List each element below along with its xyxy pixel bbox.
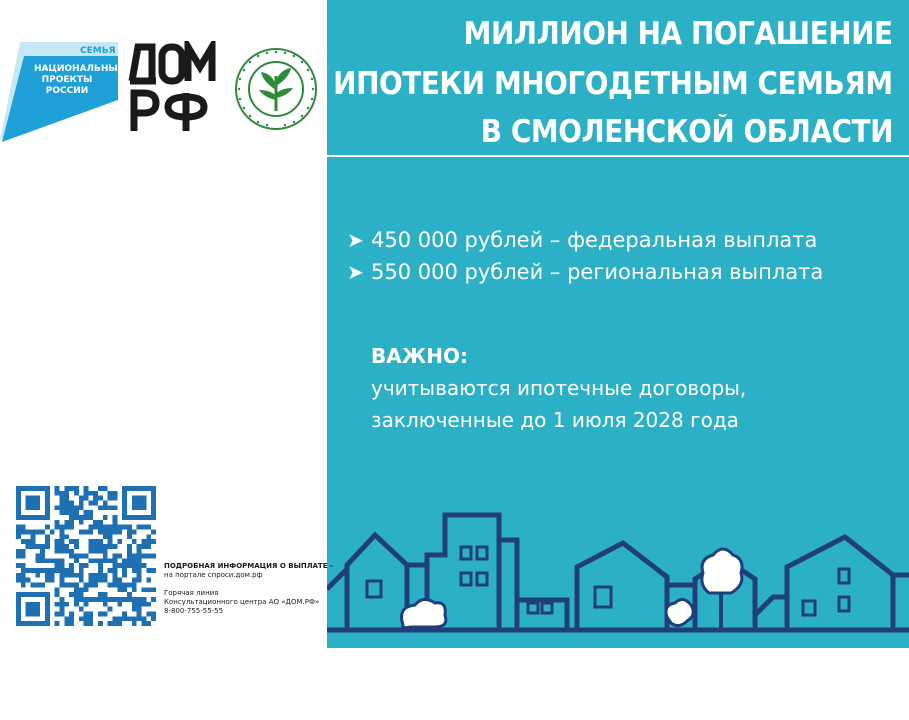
important-heading: ВАЖНО: [371,344,468,368]
title-block [327,0,909,157]
houses-skyline-icon [327,505,909,648]
payment-regional: ➤ 550 000 рублей – региональная выплата [347,256,823,288]
payments-list [347,224,823,288]
important-line-1: учитываются ипотечные договоры, [371,376,747,400]
arrow-bullet-icon: ➤ [347,228,364,252]
important-note [371,340,746,436]
info-consult-center: Консультационного центра АО «ДОМ.РФ» [164,598,320,606]
info-more-details: ПОДРОБНАЯ ИНФОРМАЦИЯ О ВЫПЛАТЕ - [164,562,333,570]
title-line-3: В СМОЛЕНСКОЙ ОБЛАСТИ [480,114,893,150]
info-panel [327,0,909,648]
important-line-2: заключенные до 1 июля 2028 года [371,408,739,432]
project-family-label: СЕМЬЯ [80,46,116,56]
title-line-2: ИПОТЕКИ МНОГОДЕТНЫМ СЕМЬЯМ [333,66,893,102]
national-projects-label: НАЦИОНАЛЬНЫЕ ПРОЕКТЫ РОССИИ [34,64,124,96]
contact-info [164,562,333,616]
info-portal[interactable]: на портале спроси.дом.рф [164,571,263,579]
title-line-1: МИЛЛИОН НА ПОГАШЕНИЕ [464,16,893,52]
info-hotline-label: Горячая линия [164,589,219,597]
arrow-bullet-icon: ➤ [347,260,364,284]
logo-row [0,36,327,146]
qr-code-icon[interactable] [16,486,156,626]
dom-rf-logo-icon [128,41,224,133]
ministry-emblem-icon [233,46,319,132]
payment-federal: ➤ 450 000 рублей – федеральная выплата [347,224,823,256]
info-phone[interactable]: 8-800-755-55-55 [164,607,224,615]
